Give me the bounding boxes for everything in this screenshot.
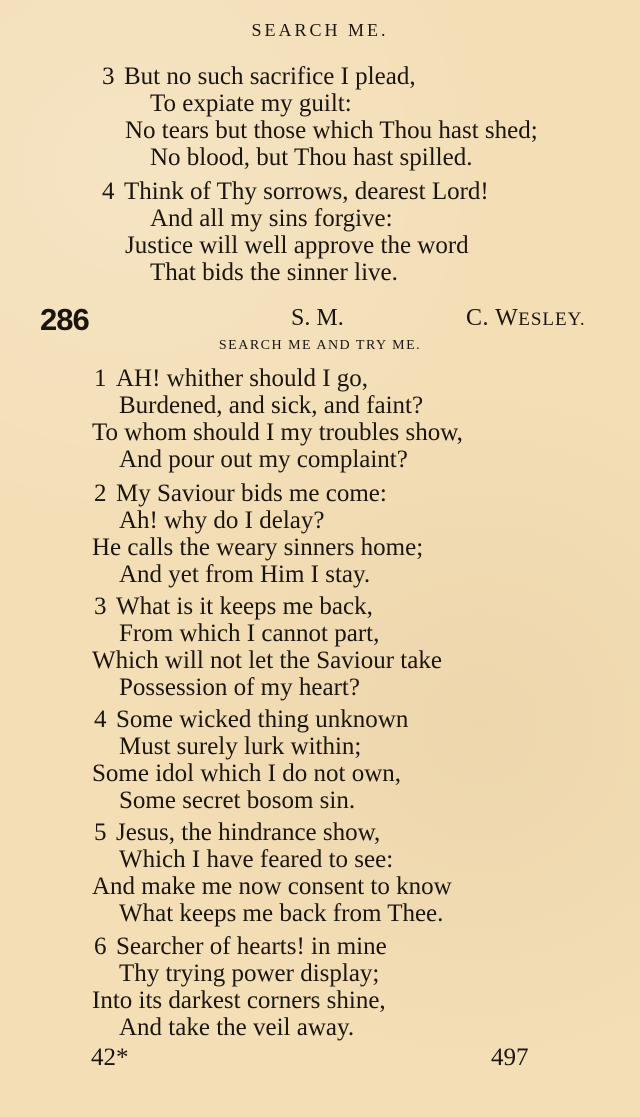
author-rest: ESLEY. [518, 309, 586, 330]
stanza-line [94, 707, 408, 732]
stanza-line-text: Some wicked thing unknown [116, 706, 409, 733]
stanza-line-text: Searcher of hearts! in mine [116, 933, 387, 960]
stanza-number: 6 [94, 933, 107, 960]
stanza-line: No blood, but Thou hast spilled. [150, 144, 473, 171]
stanza-number: 1 [94, 365, 107, 392]
stanza-line: And take the veil away. [119, 1014, 355, 1041]
stanza-line-text: My Saviour bids me come: [116, 480, 387, 507]
stanza-line: And all my sins forgive: [150, 205, 393, 232]
stanza-line: Thy trying power display; [119, 960, 380, 987]
stanza-line [94, 594, 373, 619]
stanza-line: Ah! why do I delay? [119, 507, 325, 534]
stanza-line: From which I cannot part, [119, 620, 380, 647]
meter: S. M. [291, 305, 344, 331]
stanza-line: Burdened, and sick, and faint? [119, 392, 424, 419]
hymn-number: 286 [40, 302, 89, 337]
stanza-line [94, 820, 380, 845]
author-initial: C. W [466, 305, 519, 331]
stanza-line [102, 64, 416, 89]
signature-mark: 42* [91, 1044, 129, 1071]
stanza-line-text: Jesus, the hindrance show, [116, 819, 381, 846]
stanza-line-text: But no such sacrifice I plead, [124, 63, 416, 90]
stanza-line: And yet from Him I stay. [119, 561, 371, 588]
stanza-line: Which I have feared to see: [119, 846, 394, 873]
page-number: 497 [491, 1044, 529, 1071]
stanza-line-text: AH! whither should I go, [116, 365, 369, 392]
stanza-line-text: Think of Thy sorrows, dearest Lord! [124, 178, 489, 205]
stanza-line: He calls the weary sinners home; [92, 534, 424, 561]
stanza-line [94, 934, 387, 959]
stanza-line: And make me now consent to know [92, 873, 452, 900]
hymn-subtitle: SEARCH ME AND TRY ME. [218, 338, 422, 353]
running-head: SEARCH ME. [251, 20, 389, 40]
stanza-line: And pour out my complaint? [119, 446, 408, 473]
stanza-line [94, 481, 387, 506]
stanza-line: Some idol which I do not own, [92, 760, 402, 787]
stanza-line: Which will not let the Saviour take [92, 647, 442, 674]
stanza-line: Into its darkest corners shine, [92, 987, 386, 1014]
stanza-line: To expiate my guilt: [150, 90, 352, 117]
stanza-line: What keeps me back from Thee. [119, 900, 444, 927]
stanza-line [102, 179, 489, 204]
stanza-number: 3 [102, 63, 115, 90]
stanza-number: 4 [102, 178, 115, 205]
stanza-line: Must surely lurk within; [119, 733, 362, 760]
stanza-line: That bids the sinner live. [150, 259, 398, 286]
stanza-number: 4 [94, 706, 107, 733]
stanza-number: 2 [94, 480, 107, 507]
stanza-line: Justice will well approve the word [125, 232, 469, 259]
stanza-line: Possession of my heart? [119, 674, 360, 701]
stanza-line: No tears but those which Thou hast shed; [125, 117, 538, 144]
stanza-line: Some secret bosom sin. [119, 787, 356, 814]
stanza-line-text: What is it keeps me back, [116, 593, 373, 620]
stanza-number: 3 [94, 593, 107, 620]
stanza-line [94, 366, 368, 391]
stanza-line: To whom should I my troubles show, [92, 419, 463, 446]
stanza-number: 5 [94, 819, 107, 846]
author [466, 305, 586, 332]
